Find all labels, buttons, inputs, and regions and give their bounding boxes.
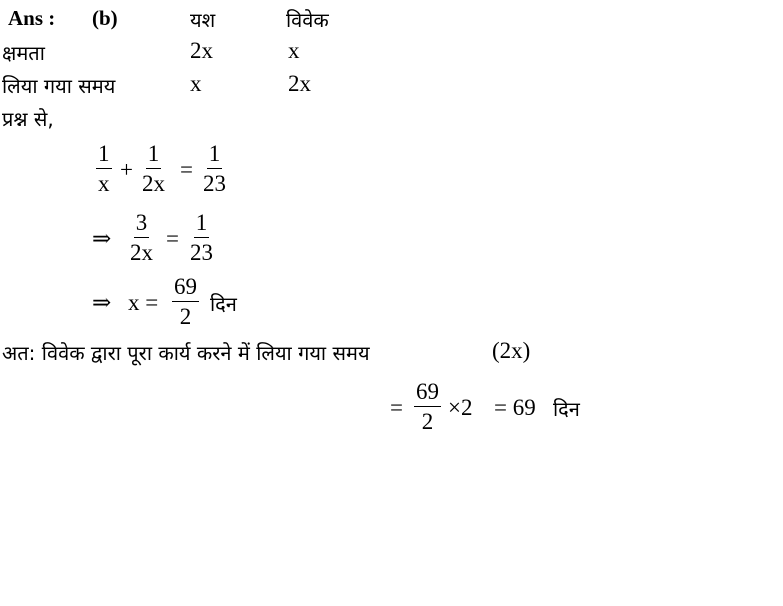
final-times: ×2 [448, 395, 473, 420]
conclusion-text: अत: विवेक द्वारा पूरा कार्य करने में लिया गया समय [2, 341, 370, 365]
time-vivek: 2x [288, 71, 311, 96]
eq1-rhs-denominator: 23 [203, 171, 226, 196]
eq2-equals: = [166, 226, 179, 251]
eq2-rhs-denominator: 23 [190, 240, 213, 265]
time-yash: x [190, 71, 202, 96]
answer-label: Ans : [8, 6, 56, 30]
eq3-implies: ⇒ [92, 290, 112, 315]
eq1-fraction-2 [140, 142, 167, 195]
eq2-implies: ⇒ [92, 226, 112, 251]
eq3-unit: दिन [210, 292, 237, 316]
final-unit: दिन [553, 397, 580, 421]
eq2-fraction-lhs [128, 211, 155, 264]
capacity-yash: 2x [190, 38, 213, 63]
final-result: = 69 [494, 395, 536, 420]
eq2-rhs-numerator: 1 [194, 211, 210, 238]
eq3-lhs: x = [128, 290, 159, 315]
row-label-capacity: क्षमता [2, 41, 45, 65]
eq3-denominator: 2 [179, 304, 192, 329]
capacity-vivek: x [288, 38, 300, 63]
answer-option: (b) [92, 6, 118, 30]
eq1-fraction-1-denominator: x [98, 171, 110, 196]
final-numerator: 69 [414, 380, 441, 407]
eq1-fraction-1-numerator: 1 [96, 142, 112, 169]
column-header-vivek: विवेक [286, 8, 329, 32]
conclusion-paren: (2x) [492, 338, 531, 363]
final-fraction [414, 380, 441, 433]
final-equals: = [390, 395, 403, 420]
eq1-rhs-numerator: 1 [207, 142, 223, 169]
eq2-lhs-numerator: 3 [134, 211, 150, 238]
eq1-fraction-2-denominator: 2x [142, 171, 165, 196]
final-denominator: 2 [421, 409, 434, 434]
eq1-fraction-1 [96, 142, 112, 195]
eq1-plus: + [120, 157, 133, 182]
column-header-yash: यश [190, 8, 216, 32]
eq3-fraction [172, 275, 199, 328]
eq2-fraction-rhs [188, 211, 215, 264]
row-label-time-taken: लिया गया समय [2, 74, 116, 98]
eq1-equals: = [180, 157, 193, 182]
intro-text: प्रश्न से, [2, 107, 54, 131]
eq3-numerator: 69 [172, 275, 199, 302]
eq2-lhs-denominator: 2x [130, 240, 153, 265]
eq1-fraction-rhs [201, 142, 228, 195]
eq1-fraction-2-numerator: 1 [146, 142, 162, 169]
